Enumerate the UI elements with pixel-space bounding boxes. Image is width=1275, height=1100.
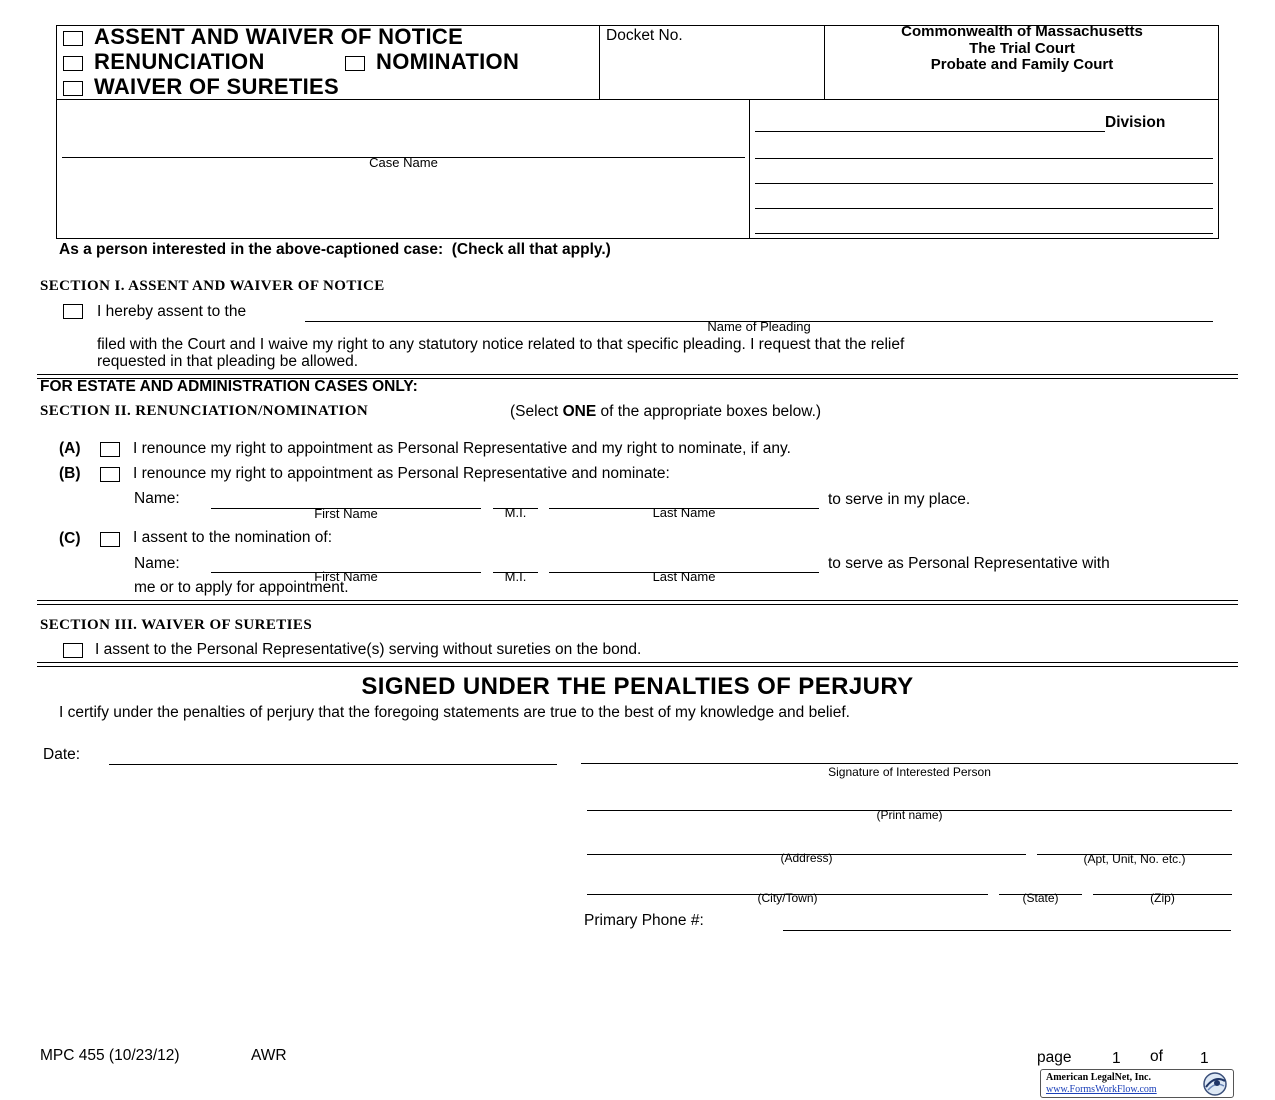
form-type-waiver: WAIVER OF SURETIES xyxy=(94,74,339,99)
division-line[interactable] xyxy=(755,131,1105,132)
header-vdivider-3 xyxy=(749,99,750,239)
docket-label: Docket No. xyxy=(606,27,683,44)
state-label: (State) xyxy=(1022,891,1059,905)
section3-text: I assent to the Personal Representative(s) serving without sureties on the bond. xyxy=(95,641,642,658)
section1-assent-checkbox[interactable] xyxy=(63,304,83,319)
option-b-suffix: to serve in my place. xyxy=(828,491,971,508)
option-c-suffix: to serve as Personal Representative with xyxy=(828,555,1110,572)
page-total: 1 xyxy=(1200,1050,1209,1067)
select-note-post: of the appropriate boxes below.) xyxy=(596,403,822,420)
perjury-title: SIGNED UNDER THE PENALTIES OF PERJURY xyxy=(361,673,914,700)
court-line3: Probate and Family Court xyxy=(930,56,1114,73)
court-block xyxy=(826,24,1218,74)
of-word: of xyxy=(1150,1048,1163,1065)
signature-label: Signature of Interested Person xyxy=(828,765,991,779)
address-label: (Address) xyxy=(780,851,833,865)
select-note-bold: ONE xyxy=(562,403,597,420)
date-line[interactable] xyxy=(109,764,557,765)
page-number: 1 xyxy=(1112,1050,1121,1067)
division-extra-line-4[interactable] xyxy=(755,233,1213,234)
option-c-label: (C) xyxy=(59,530,81,547)
section2-select-note xyxy=(510,403,821,421)
option-b-mi-label: M.I. xyxy=(504,505,527,520)
select-note-pre: (Select xyxy=(510,403,563,420)
section-divider-3 xyxy=(37,662,1238,667)
option-b-label: (B) xyxy=(59,465,81,482)
vendor-name: American LegalNet, Inc. xyxy=(1046,1072,1151,1083)
option-c-line2: me or to apply for appointment. xyxy=(134,579,349,596)
perjury-statement: I certify under the penalties of perjury that the foregoing statements are true to the best of my knowledge and belief. xyxy=(59,704,850,721)
phone-label: Primary Phone #: xyxy=(584,912,704,929)
signature-line[interactable] xyxy=(581,763,1238,764)
form-type-renunciation: RENUNCIATION xyxy=(94,49,265,74)
section1-assent-text: I hereby assent to the xyxy=(97,303,247,320)
section-divider-2 xyxy=(37,600,1238,605)
division-extra-line-1[interactable] xyxy=(755,158,1213,159)
division-extra-line-3[interactable] xyxy=(755,208,1213,209)
city-label: (City/Town) xyxy=(757,891,818,905)
vendor-url[interactable]: www.FormsWorkFlow.com xyxy=(1046,1084,1157,1095)
vendor-badge[interactable] xyxy=(1040,1069,1234,1098)
option-c-checkbox[interactable] xyxy=(100,532,120,547)
section2-heading: SECTION II. RENUNCIATION/NOMINATION xyxy=(40,403,369,419)
header-vdivider-1 xyxy=(599,25,600,100)
apt-label: (Apt, Unit, No. etc.) xyxy=(1083,852,1186,866)
option-b-name-label: Name: xyxy=(134,490,180,507)
option-a-checkbox[interactable] xyxy=(100,442,120,457)
form-type-nomination: NOMINATION xyxy=(376,49,520,74)
case-name-label: Case Name xyxy=(369,155,438,170)
section1-heading: SECTION I. ASSENT AND WAIVER OF NOTICE xyxy=(40,278,385,294)
division-extra-line-2[interactable] xyxy=(755,183,1213,184)
intro-text: As a person interested in the above-captioned case: (Check all that apply.) xyxy=(59,241,611,258)
option-b-text: I renounce my right to appointment as Personal Representative and nominate: xyxy=(133,465,670,482)
pleading-name-label: Name of Pleading xyxy=(707,319,811,334)
option-c-first-name-label: First Name xyxy=(314,569,378,584)
nomination-type-checkbox[interactable] xyxy=(345,56,365,71)
renunciation-type-checkbox[interactable] xyxy=(63,56,83,71)
option-b-checkbox[interactable] xyxy=(100,467,120,482)
print-name-label: (Print name) xyxy=(876,808,943,822)
division-label: Division xyxy=(1105,114,1166,131)
option-c-name-label: Name: xyxy=(134,555,180,572)
option-c-last-name-label: Last Name xyxy=(652,569,716,584)
section3-heading: SECTION III. WAIVER OF SURETIES xyxy=(40,617,313,633)
page-word: page xyxy=(1037,1049,1072,1066)
waiver-type-checkbox[interactable] xyxy=(63,81,83,96)
globe-logo-icon xyxy=(1200,1071,1230,1097)
phone-line[interactable] xyxy=(783,930,1231,931)
option-a-label: (A) xyxy=(59,440,81,457)
form-type-assent: ASSENT AND WAIVER OF NOTICE xyxy=(94,24,464,49)
option-c-mi-label: M.I. xyxy=(504,569,527,584)
zip-label: (Zip) xyxy=(1150,891,1175,905)
option-b-first-name-label: First Name xyxy=(314,506,378,521)
assent-type-checkbox[interactable] xyxy=(63,31,83,46)
section1-body-line1: filed with the Court and I waive my right to any statutory notice related to that specific pleading. I request that the relief xyxy=(97,336,905,353)
form-code: MPC 455 (10/23/12) xyxy=(40,1047,180,1064)
estate-heading: FOR ESTATE AND ADMINISTRATION CASES ONLY: xyxy=(40,378,418,395)
header-vdivider-2 xyxy=(824,25,825,100)
option-b-last-name-label: Last Name xyxy=(652,505,716,520)
date-label: Date: xyxy=(43,746,81,763)
court-line1: Commonwealth of Massachusetts xyxy=(901,23,1143,40)
option-a-text: I renounce my right to appointment as Personal Representative and my right to nominate, if any. xyxy=(133,440,791,457)
court-line2: The Trial Court xyxy=(969,39,1075,57)
form-abbr: AWR xyxy=(251,1047,287,1064)
section3-checkbox[interactable] xyxy=(63,643,83,658)
option-c-text: I assent to the nomination of: xyxy=(133,529,333,546)
section1-body-line2: requested in that pleading be allowed. xyxy=(97,353,359,370)
